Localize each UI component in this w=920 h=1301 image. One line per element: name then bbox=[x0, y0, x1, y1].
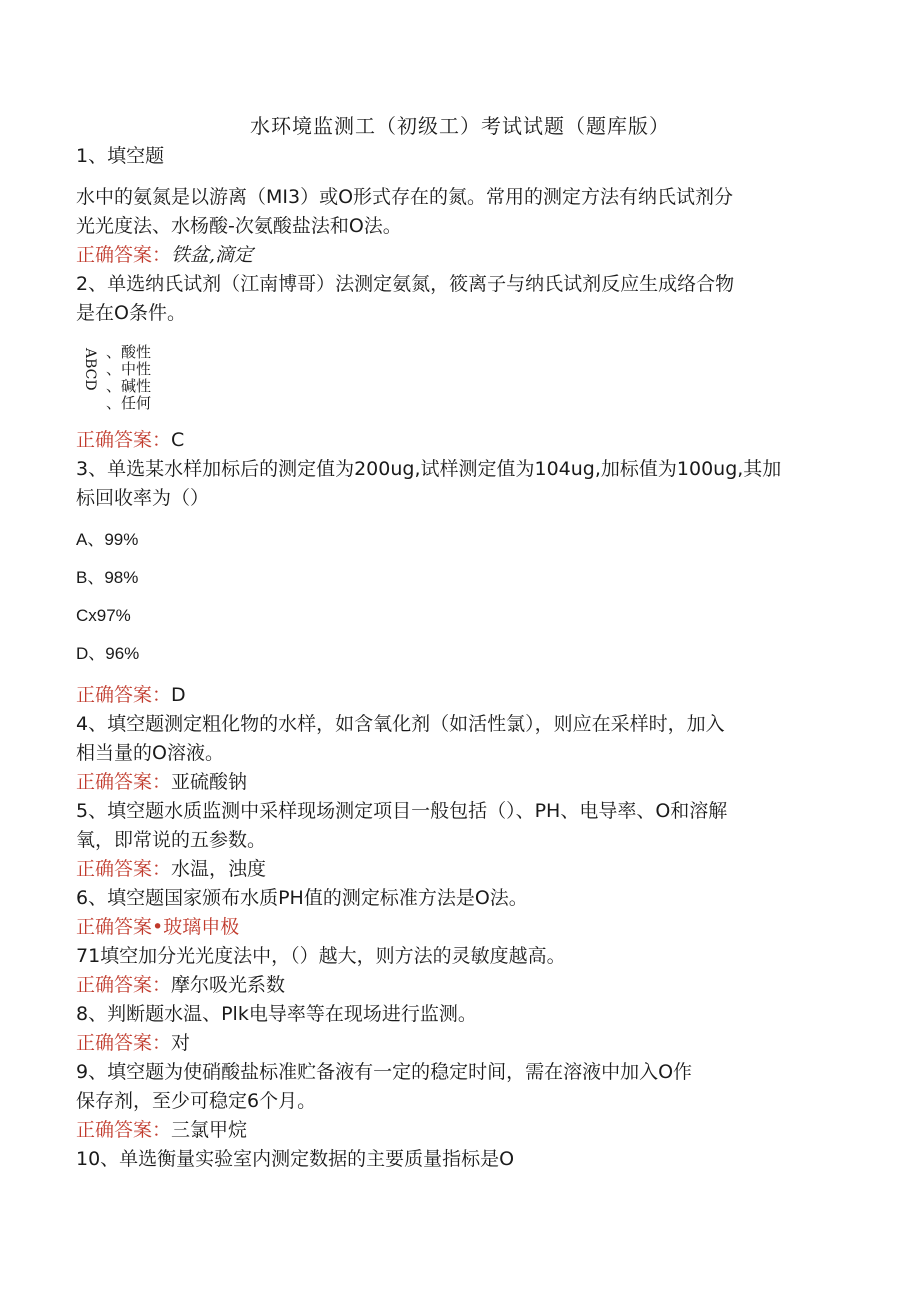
q2-option-c: 、碱性 bbox=[106, 377, 152, 395]
answer-value: 对 bbox=[171, 1032, 191, 1054]
q6-answer: 正确答案•玻璃申极 bbox=[76, 916, 240, 938]
q5-answer bbox=[76, 855, 836, 884]
q2-option-a: 、酸性 bbox=[106, 343, 152, 361]
q4-text-line2: 相当量的O溶液。 bbox=[76, 742, 224, 764]
q3-option-d: D、96% bbox=[76, 644, 140, 663]
q1-heading: 1、填空题 bbox=[76, 145, 165, 167]
q2-option-b: 、中性 bbox=[106, 360, 152, 378]
answer-value: D bbox=[171, 684, 186, 706]
q6-text-line1: 6、填空题国家颁布水质PH值的测定标准方法是O法。 bbox=[76, 887, 528, 909]
answer-label: 正确答案： bbox=[76, 244, 172, 266]
q3-option-a: A、99% bbox=[76, 530, 139, 549]
q7-text-line1: 71填空加分光光度法中，（）越大，则方法的灵敏度越高。 bbox=[76, 945, 566, 967]
q1-text-line2: 光光度法、水杨酸-次氨酸盐法和O法。 bbox=[76, 215, 402, 237]
answer-label: 正确答案： bbox=[76, 771, 172, 793]
q5-text-line2: 氧，即常说的五参数。 bbox=[76, 829, 267, 851]
q7-answer bbox=[76, 971, 836, 1000]
q4-answer bbox=[76, 768, 836, 797]
q3-text-line1: 3、单选某水样加标后的测定值为200ug,试样测定值为104ug,加标值为100ug,其加 bbox=[76, 458, 782, 480]
q2-answer bbox=[76, 426, 836, 455]
answer-label: 正确答案： bbox=[76, 1119, 172, 1141]
q10-text-line1: 10、单选衡量实验室内测定数据的主要质量指标是O bbox=[76, 1148, 515, 1170]
answer-label: 正确答案： bbox=[76, 1032, 172, 1054]
q3-option-b: B、98% bbox=[76, 568, 139, 587]
q3-answer bbox=[76, 681, 836, 710]
answer-label: 正确答案： bbox=[76, 974, 172, 996]
q2-text-line2: 是在O条件。 bbox=[76, 302, 186, 324]
answer-value: 水温，浊度 bbox=[171, 858, 267, 880]
q2-option-letters: ABCD bbox=[82, 348, 98, 391]
answer-value: C bbox=[171, 429, 185, 451]
answer-value: 亚硫酸钠 bbox=[171, 771, 248, 793]
answer-value: 摩尔吸光系数 bbox=[171, 974, 286, 996]
q1-answer bbox=[76, 241, 836, 270]
answer-value: 三氯甲烷 bbox=[171, 1119, 248, 1141]
answer-label: 正确答案： bbox=[76, 429, 172, 451]
q8-text-line1: 8、判断题水温、Plk电导率等在现场进行监测。 bbox=[76, 1003, 477, 1025]
q9-text-line1: 9、填空题为使硝酸盐标准贮备液有一定的稳定时间，需在溶液中加入O作 bbox=[76, 1061, 693, 1083]
q2-text-line1: 2、单选纳氏试剂（江南博哥）法测定氨氮，筱离子与纳氏试剂反应生成络合物 bbox=[76, 273, 735, 295]
q5-text-line1: 5、填空题水质监测中采样现场测定项目一般包括（）、PH、电导率、O和溶解 bbox=[76, 800, 728, 822]
q9-text-line2: 保存剂，至少可稳定6个月。 bbox=[76, 1090, 317, 1112]
page-title: 水环境监测工（初级工）考试试题（题库版） bbox=[250, 114, 670, 138]
q2-options bbox=[76, 344, 836, 412]
answer-value: 铁盆,滴定 bbox=[171, 244, 254, 266]
q8-answer bbox=[76, 1029, 836, 1058]
answer-label: 正确答案： bbox=[76, 684, 172, 706]
q4-text-line1: 4、填空题测定粗化物的水样，如含氧化剂（如活性氯），则应在采样时，加入 bbox=[76, 713, 725, 735]
q3-text-line2: 标回收率为（） bbox=[76, 487, 210, 509]
q9-answer bbox=[76, 1116, 836, 1145]
answer-label: 正确答案： bbox=[76, 858, 172, 880]
q2-option-d: 、任何 bbox=[106, 394, 152, 412]
q3-option-c: Cx97% bbox=[76, 606, 131, 625]
q1-text-line1: 水中的氨氮是以游离（MI3）或O形式存在的氮。常用的测定方法有纳氏试剂分 bbox=[76, 186, 734, 208]
question-list bbox=[76, 142, 836, 1174]
